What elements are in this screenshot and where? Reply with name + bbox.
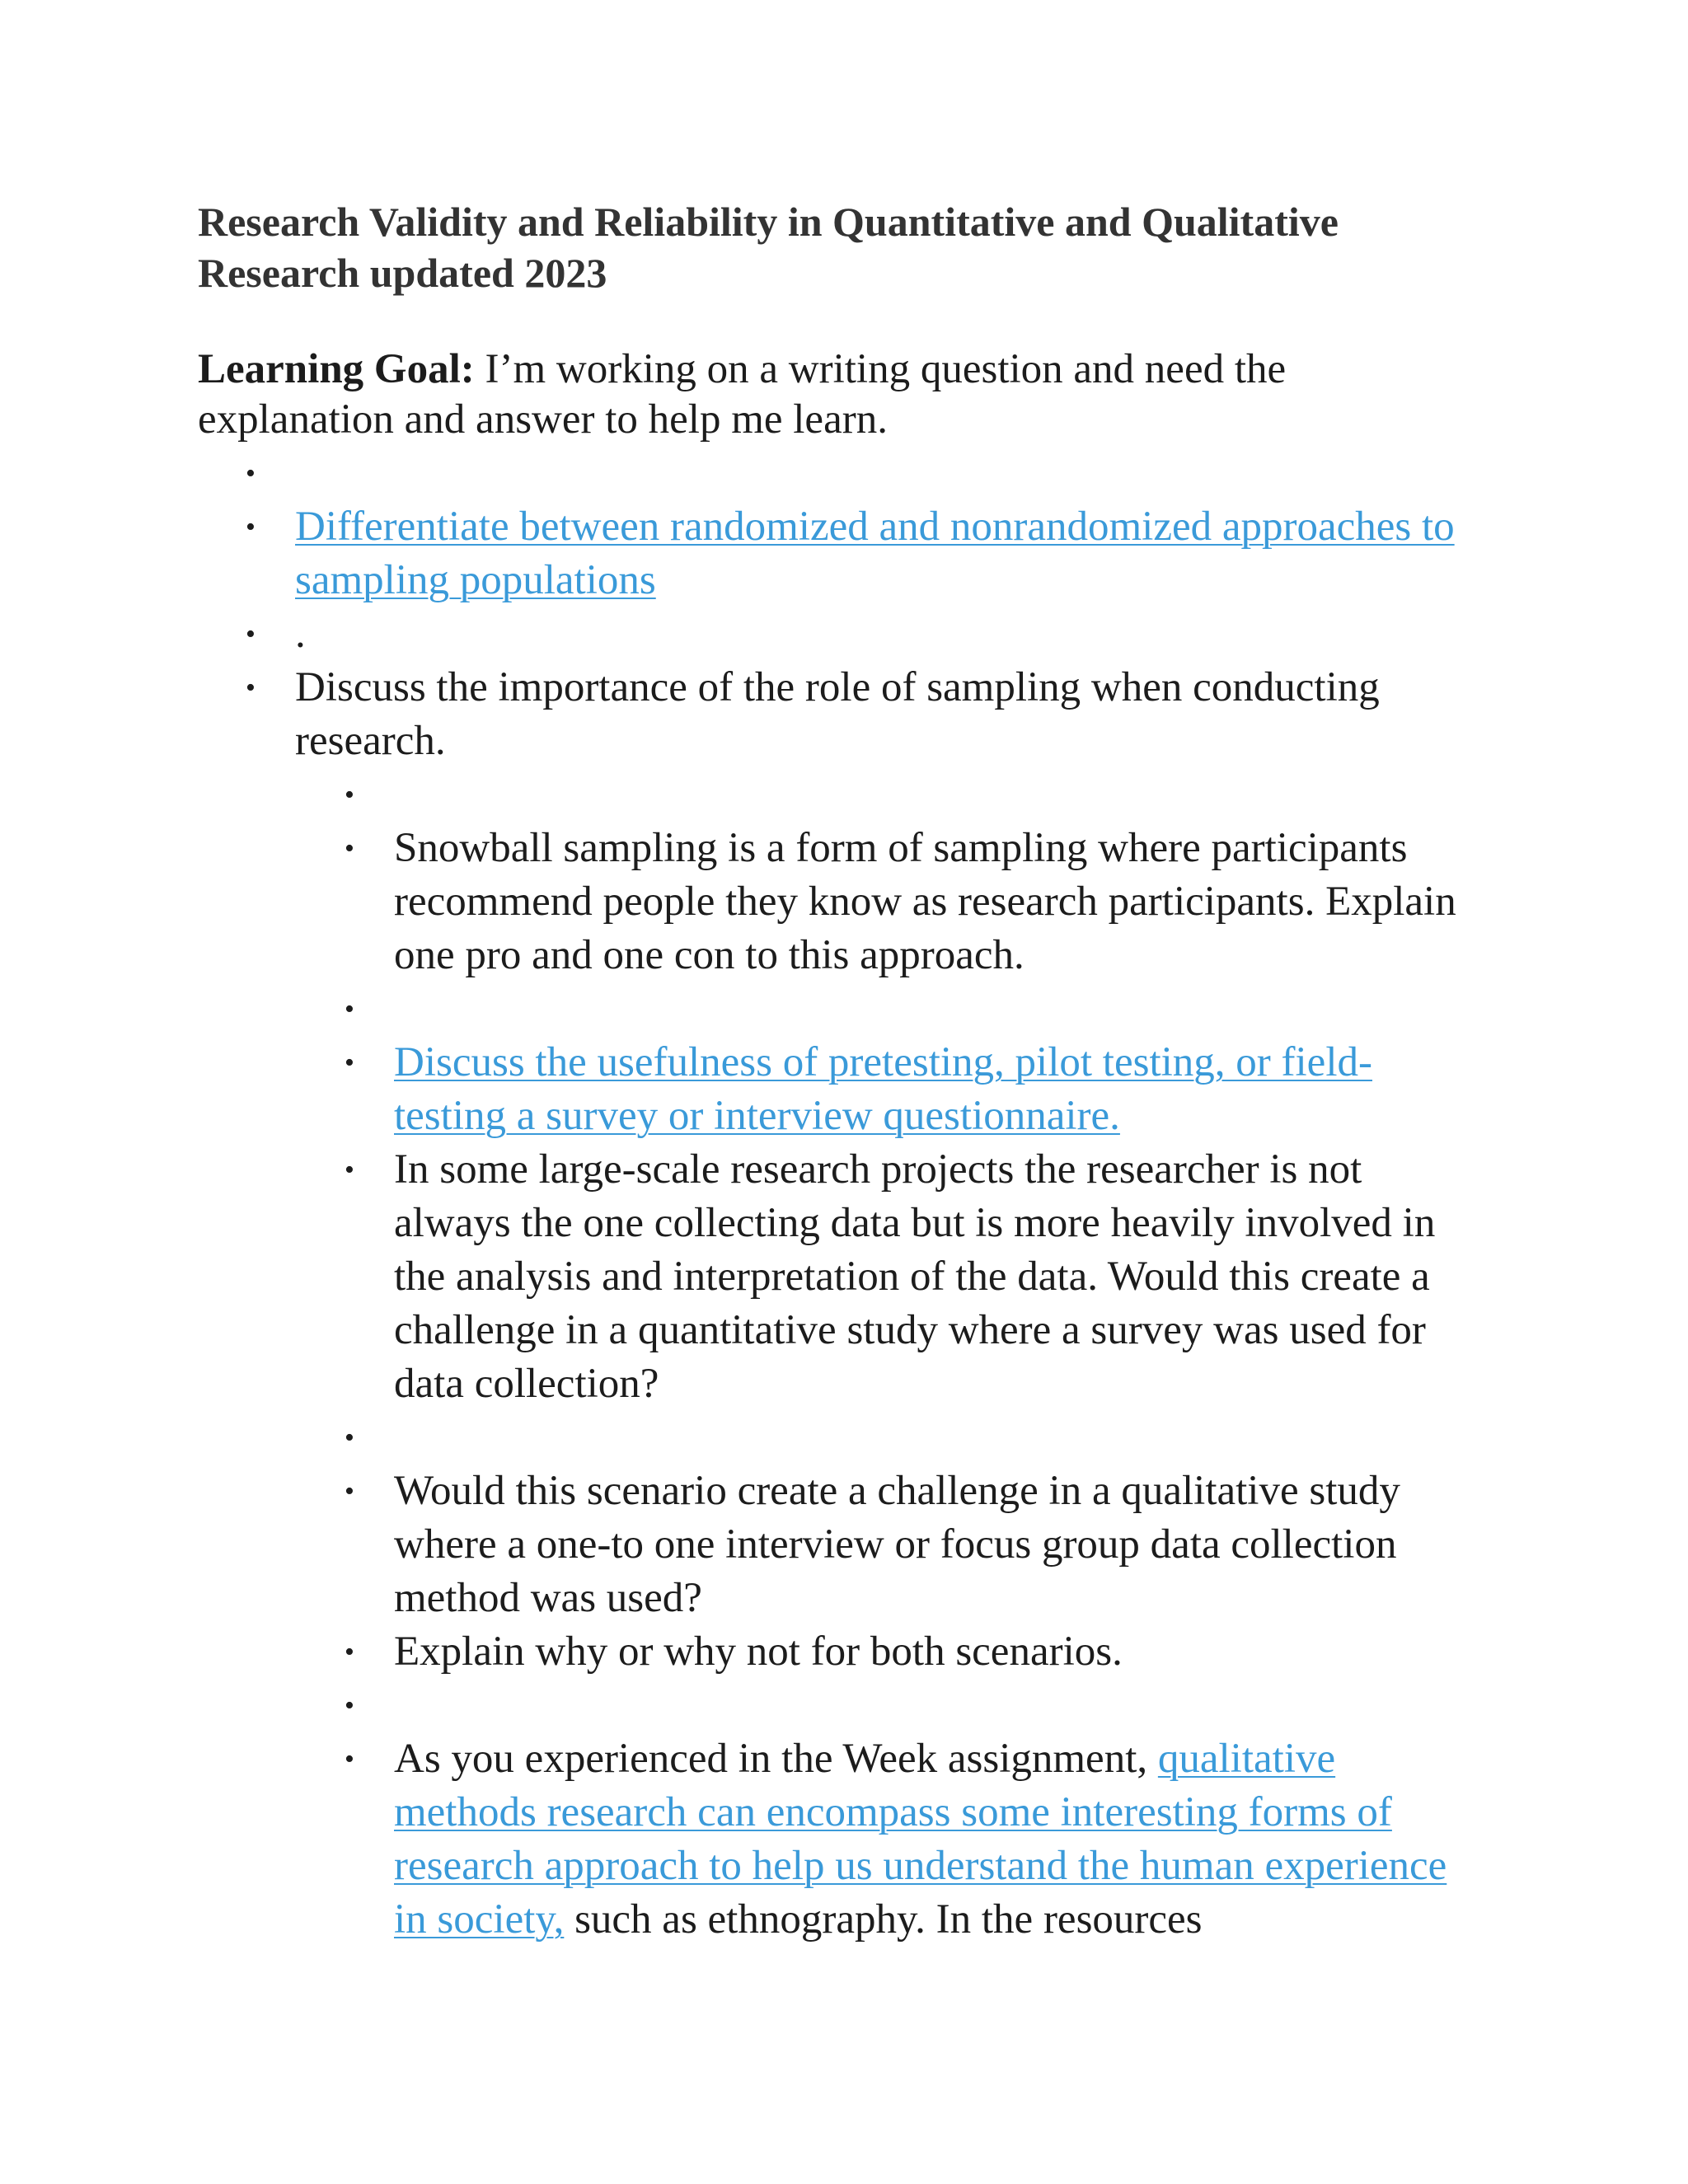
nested-list: [198, 768, 1484, 1947]
list-item: [198, 822, 1484, 982]
list-item: [198, 661, 1484, 768]
document-content: [198, 196, 1484, 1947]
bullet-icon: •: [345, 1476, 354, 1507]
bullet-icon: •: [345, 833, 354, 864]
pretesting-link[interactable]: Discuss the usefulness of pretesting, pilot testing, or field-testing a survey or interview questionnaire.: [394, 1039, 1372, 1139]
list-item-text: Would this scenario create a challenge in a qualitative study where a one-to one interview or focus group data collection method was used?: [394, 1468, 1400, 1621]
list-item: [198, 768, 1484, 822]
bullet-icon: •: [246, 619, 256, 649]
document-title: Research Validity and Reliability in Quantitative and Qualitative Research updated 2023: [198, 199, 1339, 296]
list-item: [198, 607, 1484, 661]
list-item: [198, 447, 1484, 500]
list-item-text: Explain why or why not for both scenarios.: [394, 1629, 1123, 1675]
list-item-text: .: [295, 611, 306, 657]
list-item: [198, 1411, 1484, 1465]
list-item: [198, 1465, 1484, 1625]
list-item-text: As you experienced in the Week assignment,: [394, 1736, 1158, 1782]
bullet-icon: •: [345, 1422, 354, 1453]
list-item-text: In some large-scale research projects the researcher is not always the one collecting data but is more heavily involved in the analysis and interpretation of the data. Would this create a challenge in a quantitative study where a survey was used for data collection?: [394, 1146, 1436, 1407]
list-item: [198, 1679, 1484, 1732]
bullet-icon: •: [345, 1690, 354, 1721]
bullet-icon: •: [345, 1155, 354, 1185]
bullet-icon: •: [246, 458, 256, 489]
bullet-icon: •: [246, 512, 256, 542]
list-item: [198, 1625, 1484, 1679]
learning-goal-label: Learning Goal:: [198, 346, 475, 392]
bullet-icon: •: [246, 673, 256, 703]
list-item: [198, 982, 1484, 1036]
list-item: [198, 1036, 1484, 1143]
list-item: [198, 1143, 1484, 1411]
top-level-list: [198, 447, 1484, 768]
list-item-text: such as ethnography. In the resources: [564, 1896, 1203, 1943]
bullet-icon: •: [345, 1744, 354, 1774]
list-item-text: Discuss the importance of the role of sampling when conducting research.: [295, 664, 1380, 764]
list-item-text: Snowball sampling is a form of sampling where participants recommend people they know as research participants. Explain one pro and one con to this approach.: [394, 825, 1456, 978]
bullet-icon: •: [345, 1047, 354, 1078]
qualitative-methods-link[interactable]: qualitative methods research can encompass some interesting forms of research approach to help us understand the human experience in society,: [394, 1736, 1447, 1943]
learning-goal: [198, 344, 1484, 445]
learning-goal-text: I’m working on a writing question and need the explanation and answer to help me learn.: [198, 346, 1287, 443]
sampling-approaches-link[interactable]: Differentiate between randomized and nonrandomized approaches to sampling populations: [295, 504, 1455, 603]
list-item: [198, 1732, 1484, 1947]
bullet-icon: •: [345, 994, 354, 1024]
bullet-icon: •: [345, 780, 354, 810]
bullet-icon: •: [345, 1637, 354, 1667]
list-item: [198, 500, 1484, 607]
